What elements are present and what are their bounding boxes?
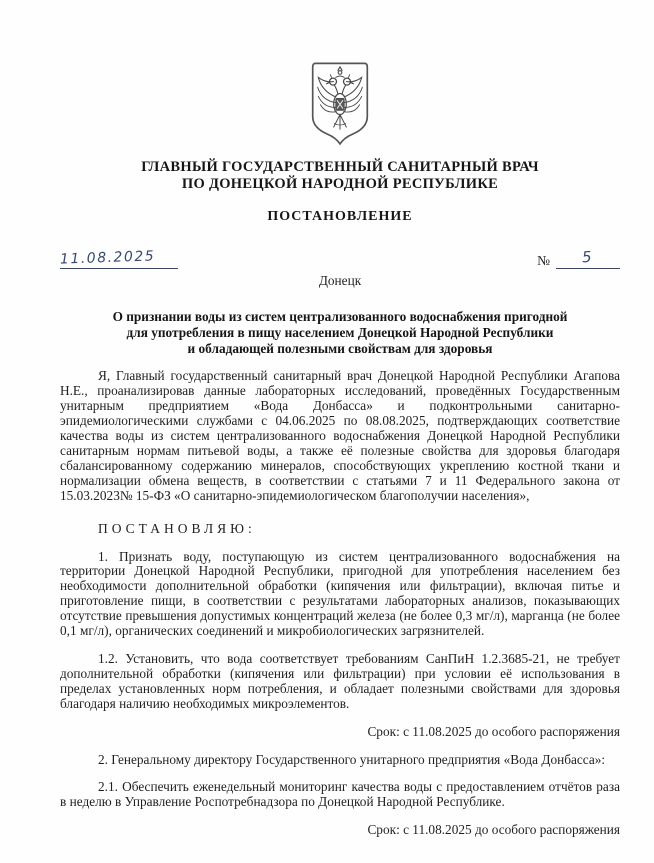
item-2-paragraph: 2. Генеральному директору Государственного унитарного предприятия «Вода Донбасса»:: [98, 751, 606, 767]
term-line-2: Срок: с 11.08.2025 до особого распоряжения: [367, 822, 620, 838]
org-header-line2: ПО ДОНЕЦКОЙ НАРОДНОЙ РЕСПУБЛИКЕ: [181, 176, 499, 192]
resolve-heading: ПОСТАНОВЛЯЮ:: [98, 520, 256, 536]
handwritten-date: 11.08.2025: [59, 248, 156, 268]
item-1-2-paragraph: 1.2. Установить, что вода соответствует требованиям СанПиН 1.2.3685-21, не требует дополнительной обработки (кипячения или фильтрации) при условии её использования в пределах установленных норм потребления, и обладает полезными свойствами для здоровья благодаря наличию необходимых микроэлементов.: [60, 650, 620, 711]
date-number-row: [60, 245, 620, 269]
coat-of-arms-icon: [305, 60, 375, 148]
number-line: [556, 248, 620, 269]
number-field: [537, 248, 620, 269]
city-label: Донецк: [318, 273, 362, 288]
preamble-paragraph: Я, Главный государственный санитарный врач Донецкой Народной Республики Агапова Н.Е., проанализировав данные лабораторных исследований, проведённых Государственным унитарным предприятием «Вода Донбасса» и подконтрольными санитарно-эпидемиологическими службами с 04.06.2025 по 08.08.2025, подтверждающих соответствие качества воды из систем централизованного водоснабжения Донецкой Народной Республики санитарным нормам питьевой воды, а также её полезные свойства для здоровья благодаря сбалансированному содержанию минералов, способствующих укреплению костной ткани и нормализации обмена веществ, в соответствии с статьями 7 и 11 Федерального закона от 15.03.2023№ 15-ФЗ «О санитарно-эпидемиологическом благополучии населения»,: [60, 368, 620, 503]
document-title-line2: для употребления в пищу населением Донецкой Народной Республики: [126, 324, 554, 340]
document-title-line3: и обладающей полезными свойствам для здоровья: [187, 340, 493, 356]
emblem-container: [60, 60, 620, 153]
document-type-heading: ПОСТАНОВЛЕНИЕ: [267, 209, 413, 224]
document-title: [60, 309, 620, 356]
document-title-line1: О признании воды из систем централизованного водоснабжения пригодной: [112, 309, 568, 324]
number-sign-label: №: [537, 253, 550, 268]
handwritten-number: 5: [581, 247, 595, 267]
date-field: [60, 249, 178, 269]
term-line-1: Срок: с 11.08.2025 до особого распоряжения: [367, 723, 620, 739]
item-1-paragraph: 1. Признать воду, поступающую из систем централизованного водоснабжения на территории Донецкой Народной Республики, пригодной для употребления населением без необходимости дополнительной обработки (кипячения или фильтрации), включая питье и приготовление пищи, в соответствии с результатами лабораторных анализов, показывающих отсутствие превышения допустимых концентраций железа (не более 0,3 мг/л), марганца (не более 0,1 мг/л), органических соединений и микробиологических загрязнителей.: [60, 548, 620, 639]
org-header: [60, 159, 620, 193]
item-2-1-paragraph: 2.1. Обеспечить еженедельный мониторинг качества воды с предоставлением отчётов раза в неделю в Управление Роспотребнадзора по Донецкой Народной Республике.: [60, 779, 620, 810]
org-header-line1: ГЛАВНЫЙ ГОСУДАРСТВЕННЫЙ САНИТАРНЫЙ ВРАЧ: [141, 159, 539, 175]
